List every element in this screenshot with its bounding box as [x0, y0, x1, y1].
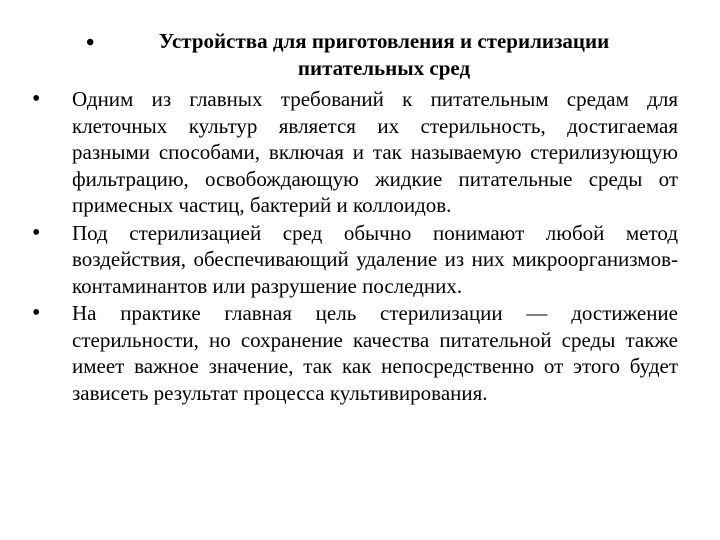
bullet-icon: • — [32, 86, 41, 112]
list-item — [32, 300, 678, 406]
heading-bullet-icon: • — [86, 30, 95, 56]
list-item-text: Под стерилизацией сред обычно понимают любой метод воздействия, обеспечивающий удаление из них микроорганизмов-контаминантов или разрушение последних. — [72, 220, 678, 298]
list-item-text: На практике главная цель стерилизации — достижение стерильности, но сохранение качества питательной среды также имеет важное значение, так как непосредственно от этого будет зависеть результат процесса культивирования. — [72, 301, 678, 405]
slide-heading — [86, 28, 652, 82]
list-item-text: Одним из главных требований к питательным средам для клеточных культур является их стерильность, достигаемая разными способами, включая и так называемую стерилизующую фильтрацию, освобождающую жидкие питательные среды от примесных частиц, бактерий и коллоидов. — [72, 87, 678, 217]
bullet-icon: • — [32, 219, 41, 246]
bullet-icon: • — [32, 300, 41, 326]
list-item — [32, 220, 678, 300]
bullet-list — [32, 86, 678, 407]
heading-text: Устройства для приготовления и стерилизации питательных сред — [158, 29, 610, 80]
list-item — [32, 86, 678, 219]
